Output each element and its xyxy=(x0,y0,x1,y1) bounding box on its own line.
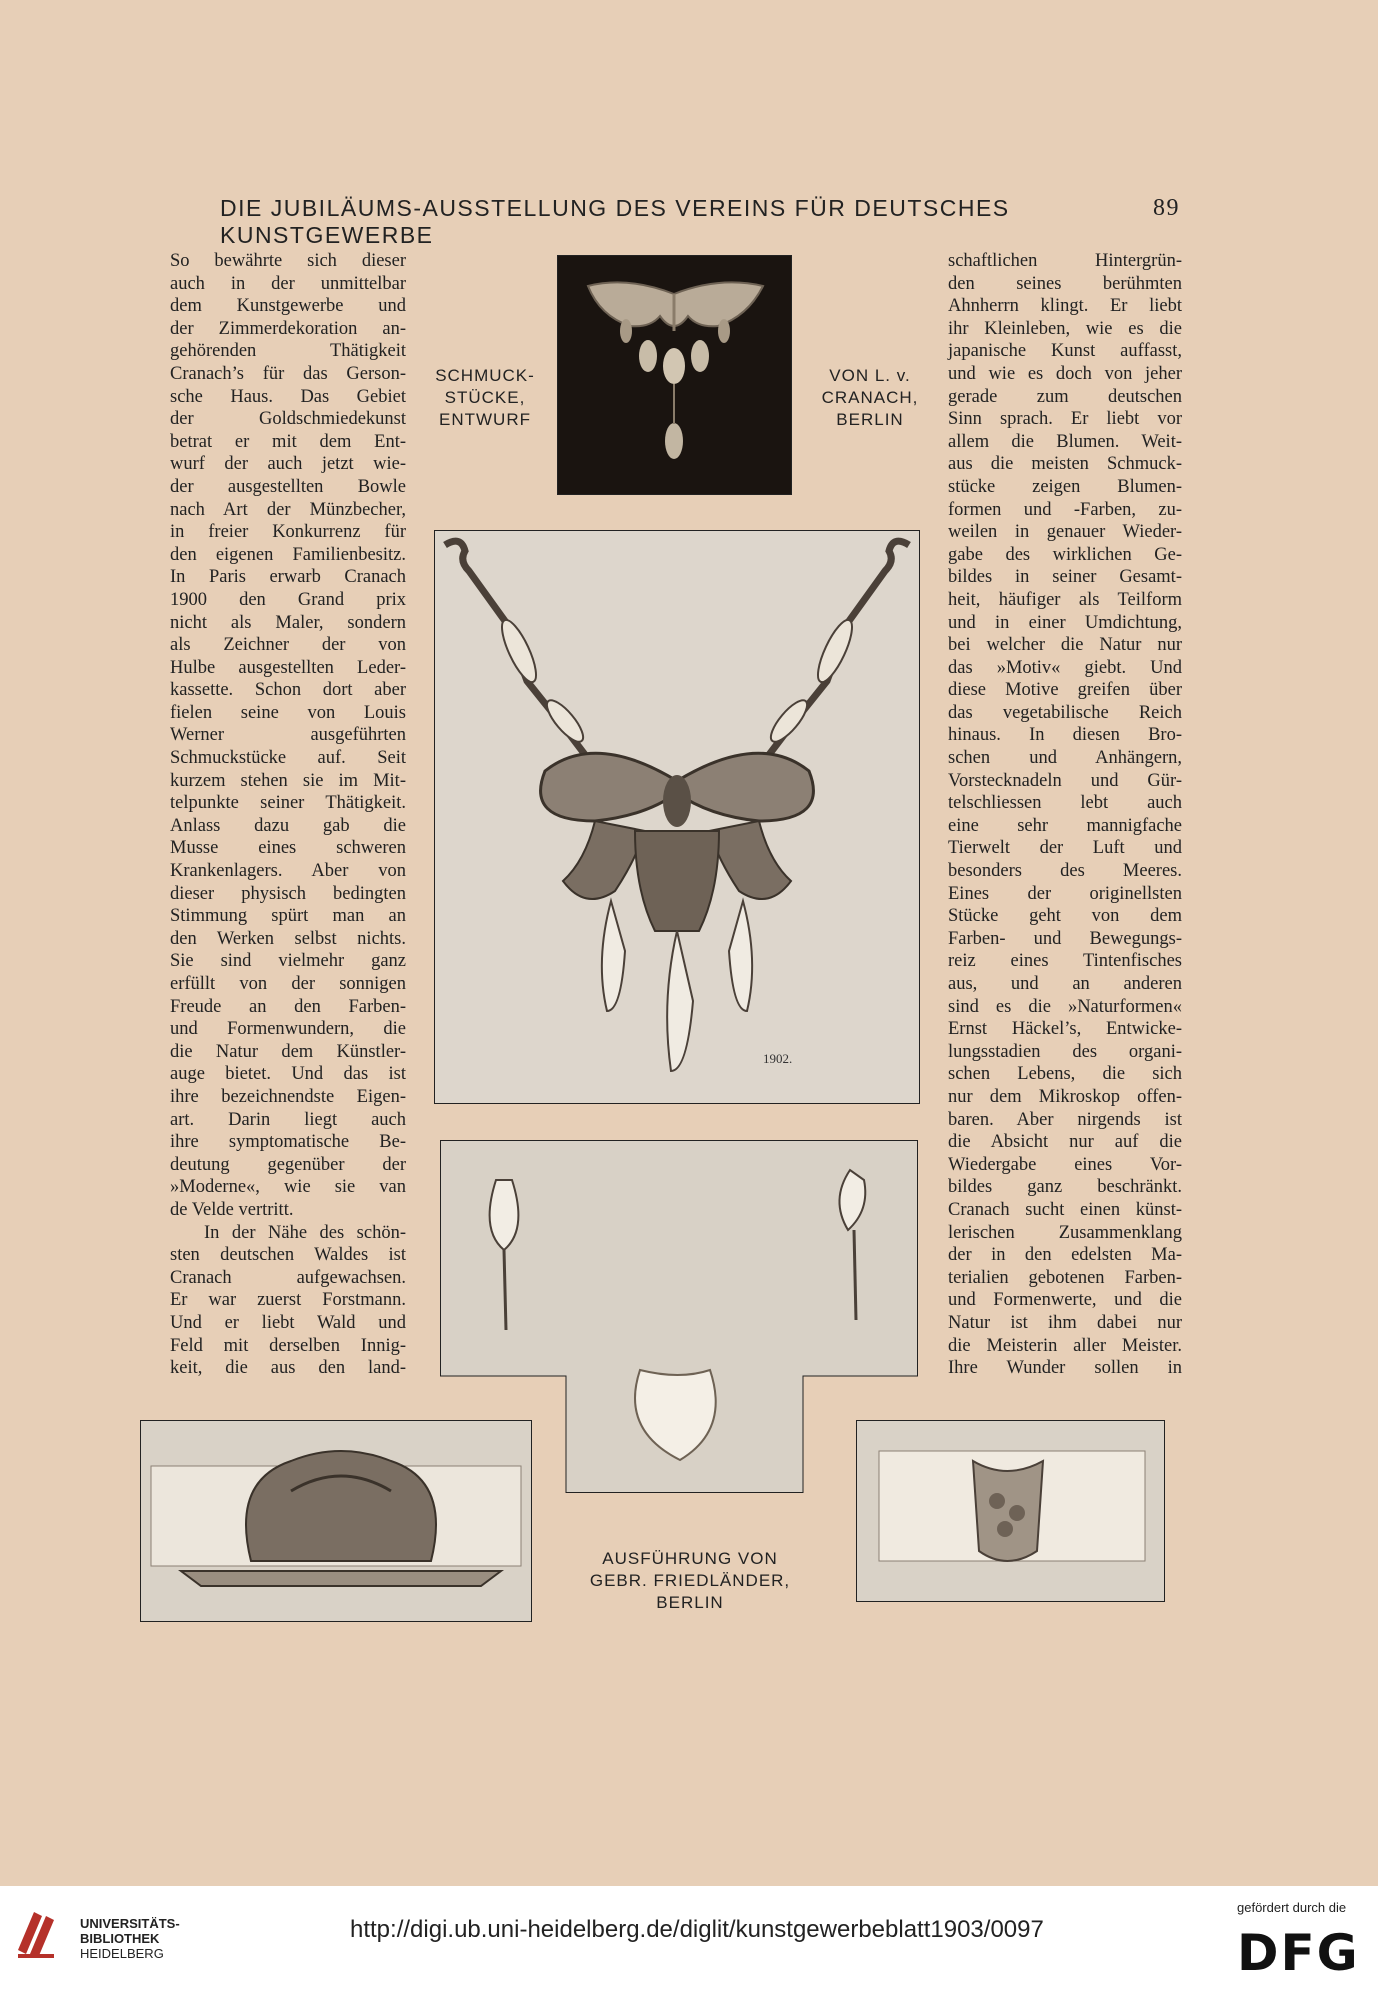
text-line: wurf der auch jetzt wie- xyxy=(170,454,406,475)
text-line: gehörenden Thätigkeit xyxy=(170,341,406,362)
text-line: diese Motive greifen über xyxy=(948,680,1182,701)
text-line: keit, die aus den land- xyxy=(170,1358,406,1379)
text-line: deutung gegenüber der xyxy=(170,1154,406,1175)
caption-line: SCHMUCK- xyxy=(435,366,535,385)
belt-buckle-illustration xyxy=(857,1421,1164,1601)
text-line: Und er liebt Wald und xyxy=(170,1312,406,1333)
text-line: schaftlichen Hintergrün- xyxy=(948,251,1182,271)
text-line: betrat er mit dem Ent- xyxy=(170,431,406,452)
text-line: besonders des Meeres. xyxy=(948,861,1182,882)
text-line: der Goldschmiedekunst xyxy=(170,409,406,430)
text-line: das vegetabilische Reich xyxy=(948,702,1182,723)
text-line: den Werken selbst nichts. xyxy=(170,928,406,949)
caption-line: BERLIN xyxy=(656,1593,724,1612)
text-line: ihre symptomatische Be- xyxy=(170,1132,406,1153)
text-line: Feld mit derselben Innig- xyxy=(170,1335,406,1356)
text-line: und Formenwundern, die xyxy=(170,1019,406,1040)
caption-bottom xyxy=(540,1548,840,1614)
text-line: japanische Kunst auffasst, xyxy=(948,341,1182,362)
text-line: Anlass dazu gab die xyxy=(170,815,406,836)
caption-line: ENTWURF xyxy=(439,410,531,429)
text-line: aus die meisten Schmuck- xyxy=(948,454,1182,475)
text-line: den seines berühmten xyxy=(948,273,1182,294)
text-line: sten deutschen Waldes ist xyxy=(170,1245,406,1266)
text-line: hinaus. In diesen Bro- xyxy=(948,725,1182,746)
text-line: Ihre Wunder sollen in xyxy=(948,1358,1182,1379)
text-line: art. Darin liegt auch xyxy=(170,1109,406,1130)
text-line: stücke zeigen Blumen- xyxy=(948,476,1182,497)
text-line: lerischen Zusammenklang xyxy=(948,1222,1182,1243)
page-number: 89 xyxy=(1153,195,1180,221)
caption-line: AUSFÜHRUNG VON xyxy=(602,1549,778,1568)
text-line: Stimmung spürt man an xyxy=(170,906,406,927)
text-line: Schmuckstücke auf. Seit xyxy=(170,748,406,769)
text-line: sche Haus. Das Gebiet xyxy=(170,386,406,407)
library-name-line: HEIDELBERG xyxy=(80,1946,164,1961)
left-text-column xyxy=(170,250,406,1380)
text-line: heit, häufiger als Teilform xyxy=(948,589,1182,610)
brooch-photo xyxy=(557,255,792,495)
library-name-line: UNIVERSITÄTS- xyxy=(80,1916,180,1931)
brooch-illustration xyxy=(558,256,791,494)
text-line: Er war zuerst Forstmann. xyxy=(170,1290,406,1311)
caption-top-right xyxy=(800,365,940,431)
caption-line: GEBR. FRIEDLÄNDER, xyxy=(589,1571,791,1590)
text-line: die Natur dem Künstler- xyxy=(170,1041,406,1062)
text-line: terialien gebotenen Farben- xyxy=(948,1267,1182,1288)
text-line: kurzem stehen sie im Mit- xyxy=(170,770,406,791)
caption-top-left xyxy=(420,365,550,431)
text-line: den eigenen Familienbesitz. xyxy=(170,544,406,565)
text-line: Sie sind vielmehr ganz xyxy=(170,951,406,972)
text-line: die Meisterin aller Meister. xyxy=(948,1335,1182,1356)
text-line: der in den edelsten Ma- xyxy=(948,1245,1182,1266)
text-line: gabe des wirklichen Ge- xyxy=(948,544,1182,565)
text-line: schen und Anhängern, xyxy=(948,748,1182,769)
belt-buckle-photo-right xyxy=(856,1420,1165,1602)
text-line: und Formenwerte, und die xyxy=(948,1290,1182,1311)
text-line: Ahnherrn klingt. Er liebt xyxy=(948,296,1182,317)
text-line: Tierwelt der Luft und xyxy=(948,838,1182,859)
text-line: Cranach’s für das Gerson- xyxy=(170,363,406,384)
library-name-line: BIBLIOTHEK xyxy=(80,1931,160,1946)
text-line: das »Motiv« giebt. Und xyxy=(948,657,1182,678)
text-line: die Absicht nur auf die xyxy=(948,1132,1182,1153)
text-line: baren. Aber nirgends ist xyxy=(948,1109,1182,1130)
text-line: In der Nähe des schön- xyxy=(204,1222,406,1243)
text-line: sind es die »Naturformen« xyxy=(948,996,1182,1017)
text-line: bei welcher die Natur nur xyxy=(948,635,1182,656)
text-line: als Zeichner der von xyxy=(170,635,406,656)
text-line: dem Kunstgewerbe und xyxy=(170,296,406,317)
text-line: und wie es doch von jeher xyxy=(948,363,1182,384)
belt-buckle-illustration xyxy=(141,1421,531,1621)
text-line: fielen seine von Louis xyxy=(170,702,406,723)
text-line: ihr Kleinleben, wie es die xyxy=(948,318,1182,339)
text-line: formen und -Farben, zu- xyxy=(948,499,1182,520)
permalink-url[interactable]: http://digi.ub.uni-heidelberg.de/diglit/kunstgewerbeblatt1903/0097 xyxy=(350,1916,1044,1943)
text-line: allem die Blumen. Weit- xyxy=(948,431,1182,452)
text-line: lungsstadien des organi- xyxy=(948,1041,1182,1062)
caption-line: STÜCKE, xyxy=(444,388,526,407)
caption-line: CRANACH, xyxy=(821,388,919,407)
text-line: der ausgestellten Bowle xyxy=(170,476,406,497)
text-line: So bewährte sich dieser xyxy=(170,251,406,271)
text-line: Krankenlagers. Aber von xyxy=(170,861,406,882)
signature-date: 1902. xyxy=(763,1051,793,1066)
text-line: schen Lebens, die sich xyxy=(948,1064,1182,1085)
text-line: dieser physisch bedingten xyxy=(170,883,406,904)
digitization-footer xyxy=(0,1886,1390,1989)
text-line: auge bietet. Und das ist xyxy=(170,1064,406,1085)
text-line: eine sehr mannigfache xyxy=(948,815,1182,836)
text-line: Stücke geht von dem xyxy=(948,906,1182,927)
text-line: kassette. Schon dort aber xyxy=(170,680,406,701)
text-line: nicht als Maler, sondern xyxy=(170,612,406,633)
text-line: Werner ausgeführten xyxy=(170,725,406,746)
text-line: auch in der unmittelbar xyxy=(170,273,406,294)
text-line: nach Art der Münzbecher, xyxy=(170,499,406,520)
text-line: der Zimmerdekoration an- xyxy=(170,318,406,339)
text-line: bildes ganz beschränkt. xyxy=(948,1177,1182,1198)
text-line: Cranach aufgewachsen. xyxy=(170,1267,406,1288)
necklace-illustration xyxy=(435,531,919,1103)
text-line: und in einer Umdichtung, xyxy=(948,612,1182,633)
text-line: ihre bezeichnendste Eigen- xyxy=(170,1086,406,1107)
text-line: Hulbe ausgestellten Leder- xyxy=(170,657,406,678)
text-line: telpunkte seiner Thätigkeit. xyxy=(170,793,406,814)
text-line: Vorstecknadeln und Gür- xyxy=(948,770,1182,791)
text-line: aus, und an anderen xyxy=(948,974,1182,994)
running-header xyxy=(220,195,1180,248)
caption-line: BERLIN xyxy=(836,410,904,429)
text-line: reiz eines Tintenfisches xyxy=(948,951,1182,972)
text-line: bildes in seiner Gesamt- xyxy=(948,567,1182,588)
library-name xyxy=(80,1916,180,1961)
belt-buckle-photo-left xyxy=(140,1420,532,1622)
text-line: gerade zum deutschen xyxy=(948,386,1182,407)
text-line: Cranach sucht einen künst- xyxy=(948,1199,1182,1220)
text-line: weilen in genauer Wieder- xyxy=(948,522,1182,543)
text-line: Ernst Häckel’s, Entwicke- xyxy=(948,1019,1182,1040)
text-line: Farben- und Bewegungs- xyxy=(948,928,1182,949)
funding-note: gefördert durch die xyxy=(1237,1900,1347,1915)
text-line: In Paris erwarb Cranach xyxy=(170,567,406,588)
text-line: telschliessen lebt auch xyxy=(948,793,1182,814)
header-title: DIE JUBILÄUMS-AUSSTELLUNG DES VEREINS FÜR DEUTSCHES KUNSTGEWERBE xyxy=(220,195,1010,248)
text-line: Musse eines schweren xyxy=(170,838,406,859)
text-line: 1900 den Grand prix xyxy=(170,589,406,610)
text-line: nur dem Mikroskop offen- xyxy=(948,1086,1182,1107)
necklace-drawing xyxy=(434,530,920,1104)
text-line: erfüllt von der sonnigen xyxy=(170,974,406,994)
text-line: Sinn sprach. Er liebt vor xyxy=(948,409,1182,430)
dfg-logo: DFG xyxy=(1237,1924,1360,1982)
caption-line: VON L. v. xyxy=(829,366,911,385)
text-line: in freier Konkurrenz für xyxy=(170,522,406,543)
text-line: Eines der originellsten xyxy=(948,883,1182,904)
text-line: de Velde vertritt. xyxy=(170,1199,294,1220)
text-line: Wiedergabe eines Vor- xyxy=(948,1154,1182,1175)
text-line: Freude an den Farben- xyxy=(170,996,406,1017)
right-text-column xyxy=(948,250,1182,1380)
text-line: »Moderne«, wie sie van xyxy=(170,1177,406,1198)
university-library-logo-icon xyxy=(10,1906,68,1964)
text-line: Natur ist ihm dabei nur xyxy=(948,1312,1182,1333)
